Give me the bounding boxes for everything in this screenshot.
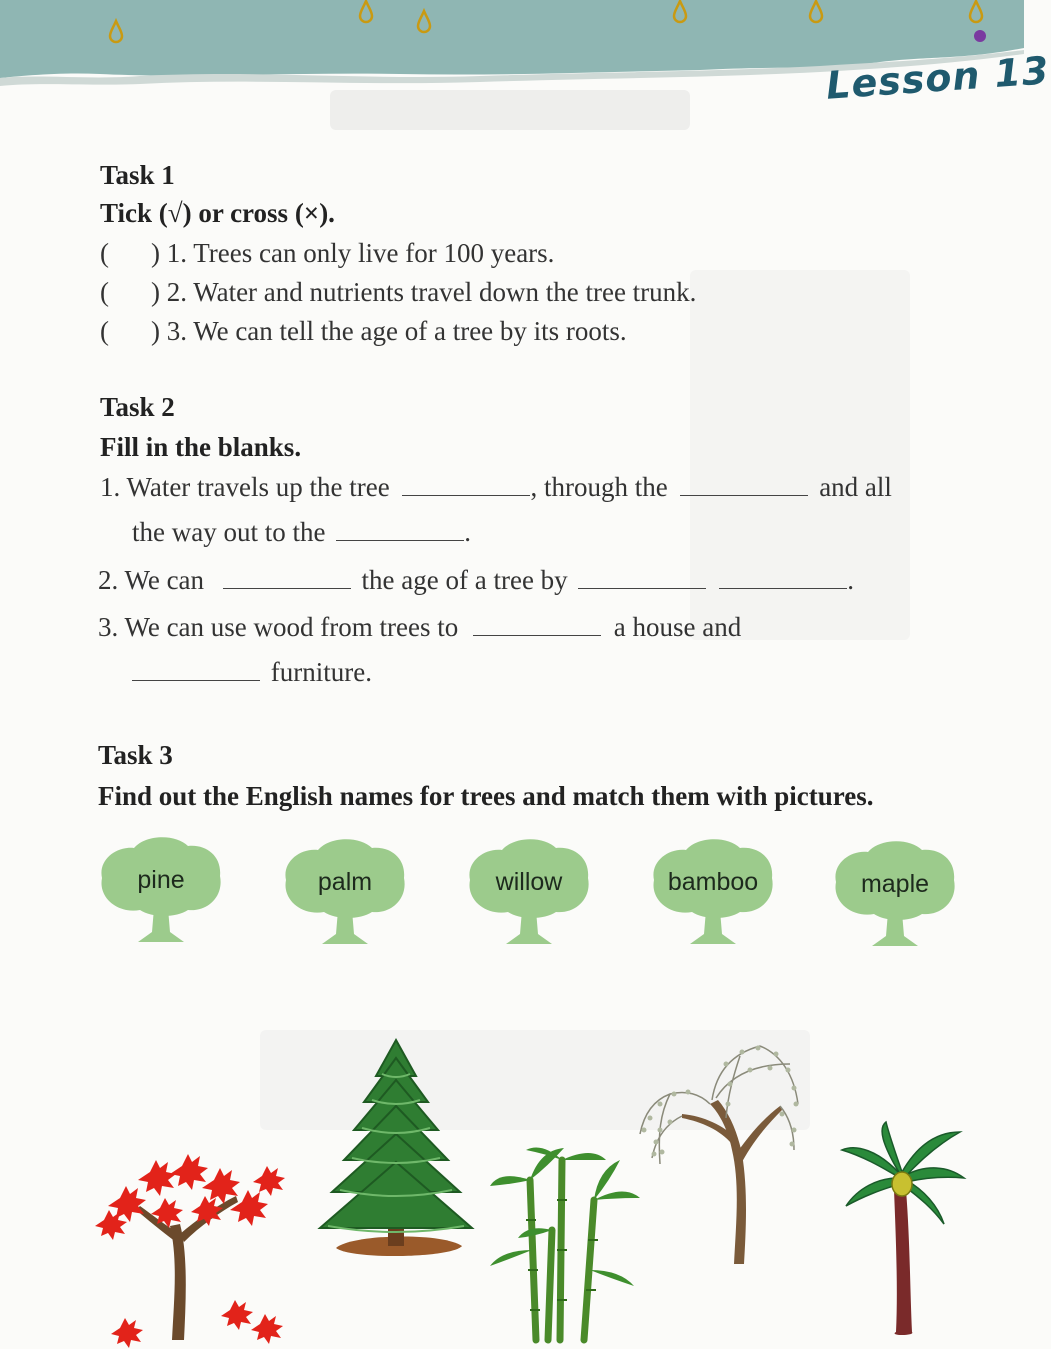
raindrop-icon: [108, 20, 124, 44]
maple-tree-picture[interactable]: [100, 1150, 290, 1345]
task1-statement: 3. We can tell the age of a tree by its roots.: [166, 316, 627, 346]
task1-item: [100, 277, 696, 308]
tree-word: willow: [495, 868, 563, 896]
tree-word: palm: [317, 868, 373, 896]
bamboo-plant-picture[interactable]: [486, 1140, 646, 1345]
question-text: .: [847, 565, 854, 595]
answer-bracket[interactable]: ( ): [100, 316, 160, 346]
question-text: 2. We can: [98, 565, 205, 595]
question-text: , through the: [530, 472, 668, 502]
raindrop-icon: [672, 0, 688, 24]
task2-instruction: Fill in the blanks.: [100, 432, 302, 462]
task1-statement: 1. Trees can only live for 100 years.: [166, 238, 555, 268]
palm-tree-picture[interactable]: [838, 1120, 968, 1340]
task1-title: Task 1: [100, 160, 175, 190]
question-text: a house and: [613, 612, 742, 642]
tree-word: pine: [137, 866, 185, 894]
task2-question-1: [100, 472, 892, 503]
question-text: furniture.: [270, 657, 372, 687]
lesson-title: Lesson 13: [824, 48, 1051, 108]
task1-item: [100, 316, 627, 347]
tree-word: maple: [860, 870, 930, 898]
question-text: .: [464, 517, 471, 547]
task1-statement: 2. Water and nutrients travel down the tree trunk.: [166, 277, 697, 307]
task1-instruction: Tick (√) or cross (×).: [100, 198, 335, 228]
blank-field[interactable]: [578, 566, 706, 589]
pin-icon: [974, 30, 986, 42]
task2-question-2: [98, 565, 854, 596]
raindrop-icon: [968, 0, 984, 24]
task2-title: Task 2: [100, 392, 175, 422]
word-card-maple[interactable]: [830, 836, 960, 951]
task2-question-1-cont: [132, 517, 471, 548]
blank-field[interactable]: [402, 473, 530, 496]
question-text: the age of a tree by: [361, 565, 568, 595]
blank-field[interactable]: [223, 566, 351, 589]
raindrop-icon: [808, 0, 824, 24]
task3-instruction: Find out the English names for trees and match them with pictures.: [98, 781, 874, 811]
task2-question-3: [98, 612, 741, 643]
question-text: 3. We can use wood from trees to: [98, 612, 459, 642]
answer-bracket[interactable]: ( ): [100, 238, 160, 268]
answer-bracket[interactable]: ( ): [100, 277, 160, 307]
tree-word: bamboo: [667, 868, 759, 896]
raindrop-icon: [358, 0, 374, 24]
question-text: the way out to the: [132, 517, 326, 547]
pine-tree-picture[interactable]: [312, 1036, 482, 1261]
blank-field[interactable]: [680, 473, 808, 496]
task2-question-3-cont: [132, 657, 372, 688]
word-card-pine[interactable]: [96, 832, 226, 947]
task1-item: [100, 238, 554, 269]
blank-field[interactable]: [719, 566, 847, 589]
willow-tree-picture[interactable]: [630, 1034, 810, 1266]
blank-field[interactable]: [473, 613, 601, 636]
word-card-bamboo[interactable]: [648, 834, 778, 949]
blank-field[interactable]: [132, 658, 260, 681]
question-text: 1. Water travels up the tree: [100, 472, 390, 502]
word-card-palm[interactable]: [280, 834, 410, 949]
question-text: and all: [819, 472, 892, 502]
raindrop-icon: [416, 10, 432, 34]
blank-field[interactable]: [336, 518, 464, 541]
task3-title: Task 3: [98, 740, 173, 770]
word-card-willow[interactable]: [464, 834, 594, 949]
